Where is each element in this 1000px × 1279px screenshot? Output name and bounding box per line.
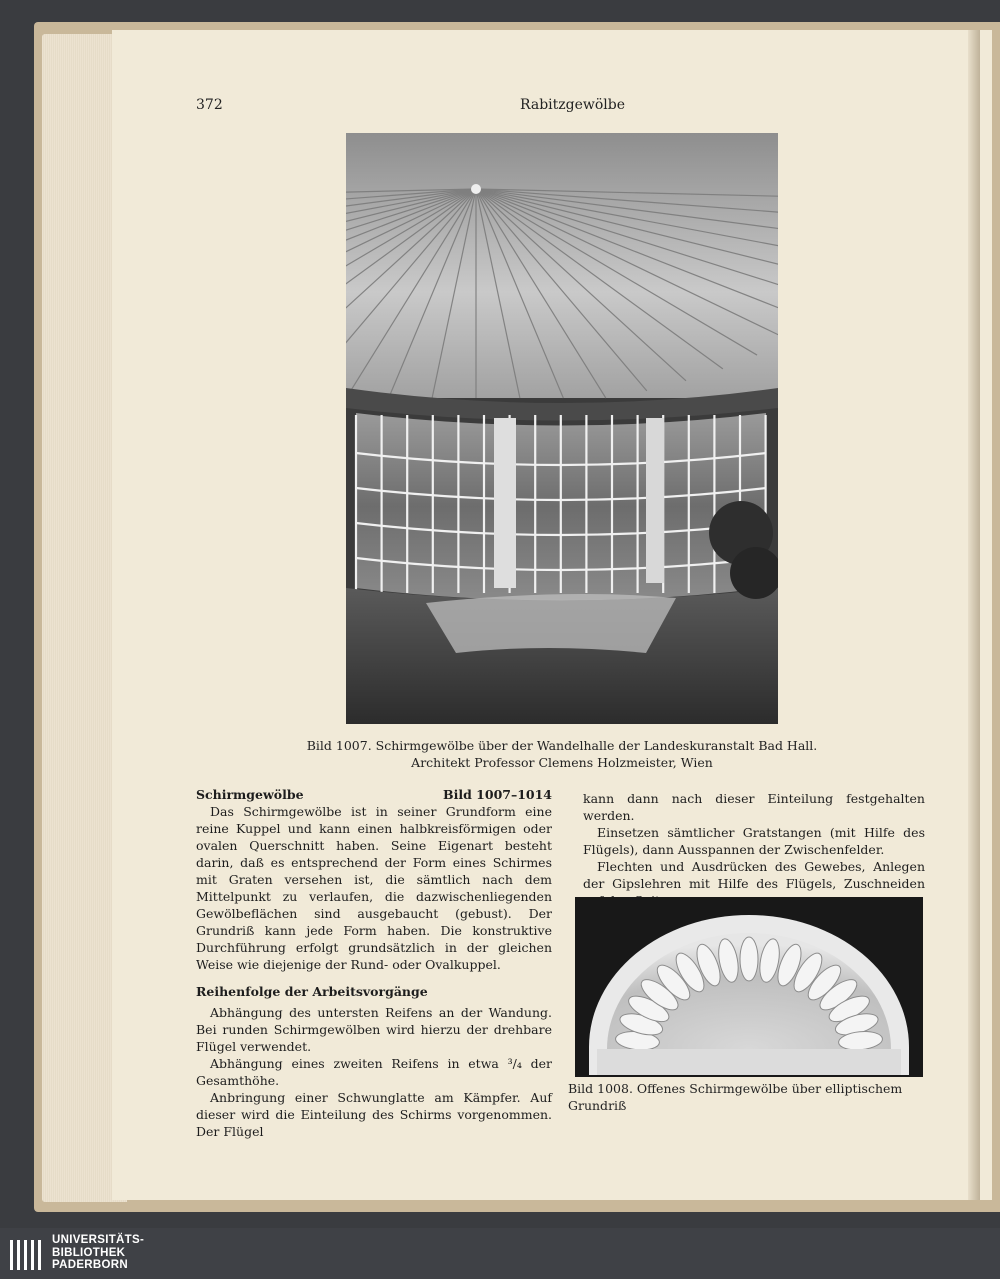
figure-2-caption: Bild 1008. Offenes Schirmgewölbe über elliptischem Grundriß (568, 1081, 903, 1113)
text-column-right (583, 790, 925, 909)
subheading: Reihenfolge der Arbeitsvorgänge (196, 984, 428, 999)
caption-line: Architekt Professor Clemens Holzmeister, Wien (411, 755, 713, 770)
paragraph-step-1: Abhängung des untersten Reifens an der Wandung. Bei runden Schirmgewölben wird hierzu der drehbare Flügel verwendet. (196, 1005, 552, 1054)
figure-1-caption (300, 737, 824, 771)
text-column-left (196, 786, 552, 1140)
section-heading (196, 786, 552, 803)
caption-line: Bild 1007. Schirmgewölbe über der Wandelhalle der Landeskuranstalt Bad Hall. (306, 738, 818, 753)
library-name-line: UNIVERSITÄTS- (52, 1234, 145, 1246)
paragraph-intro: Das Schirmgewölbe ist in seiner Grundform eine reine Kuppel und kann einen halbkreisförmigen oder ovalen Querschnitt haben. Seine Eigenart besteht darin, daß es entsprechend der Form eines Schirmes mit Graten versehen ist, die sämtlich nach dem Mittelpunkt zu verlaufen, die dazwischenliegenden Gewölbeflächen sind ausgebaucht (gebust). Der Grundriß kann jede Form haben. Die konstruktive Durchführung erfolgt grundsätzlich in der gleichen Weise wie diejenige der Rund- oder Ovalkuppel. (196, 804, 552, 972)
library-footer-bar (0, 1228, 1000, 1279)
library-logo-icon (8, 1236, 46, 1274)
paragraph-step-3: Anbringung einer Schwunglatte am Kämpfer. Auf dieser wird die Einteilung des Schirms vorgenommen. Der Flügel (196, 1090, 552, 1139)
figure-reference: Bild 1007–1014 (443, 787, 552, 802)
paragraph-step-5: Flechten und Ausdrücken des Gewebes, Anlegen der Gipslehren mit Hilfe des Flügels, Zuschneiden (583, 859, 925, 891)
section-title: Schirmgewölbe (196, 787, 304, 802)
library-name-line: PADERBORN (52, 1259, 128, 1271)
running-title: Rabitzgewölbe (520, 97, 626, 113)
library-name-line: BIBLIOTHEK (52, 1246, 126, 1259)
paragraph-step-2: Abhängung eines zweiten Reifens in etwa ³/₄ der Gesamthöhe. (196, 1056, 552, 1088)
paragraph-step-4: Einsetzen sämtlicher Gratstangen (mit Hilfe des Flügels), dann Ausspannen der Zwischenfelder. (583, 825, 925, 857)
library-name (52, 1234, 144, 1272)
photo-umbrella-vault-hall (346, 133, 778, 724)
paragraph-step-3-continued: kann dann nach dieser Einteilung festgehalten werden. (583, 791, 925, 823)
photo-open-umbrella-vault (575, 897, 923, 1077)
page-gutter (968, 30, 980, 1200)
page-number: 372 (196, 97, 223, 113)
